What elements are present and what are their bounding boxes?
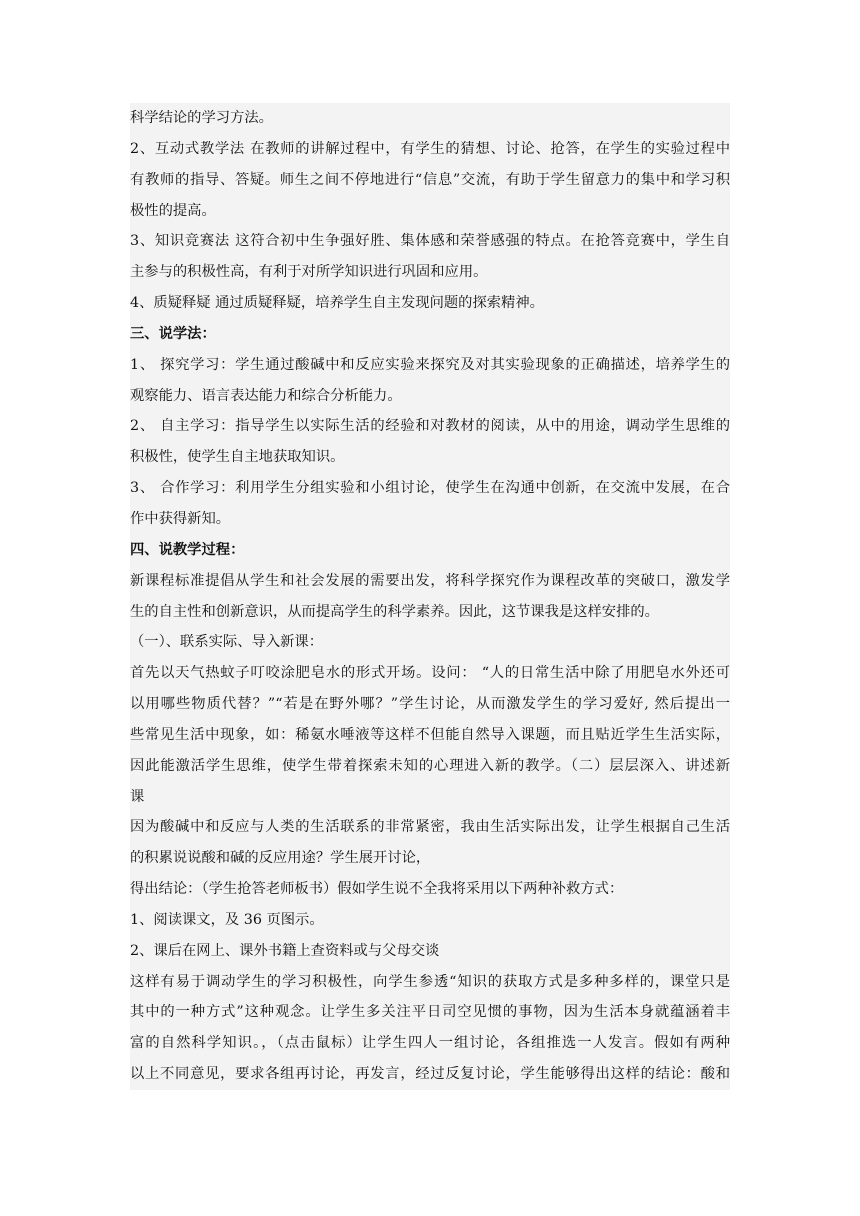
paragraph-line: 以上不同意见，要求各组再讨论，再发言，经过反复讨论，学生能够得出这样的结论：酸和 [130,1066,730,1083]
paragraph-line: 2、 自主学习：指导学生以实际生活的经验和对教材的阅读，从中的用途，调动学生思维的 [130,418,730,435]
paragraph-line: 课 [130,788,145,805]
paragraph-line: 2、互动式教学法 在教师的讲解过程中，有学生的猜想、讨论、抢答，在学生的实验过程中 [130,140,730,157]
paragraph-line: 积极性，使学生自主地获取知识。 [130,449,345,466]
paragraph-line: 富的自然科学知识。，（点击鼠标）让学生四人一组讨论，各组推选一人发言。假如有两种 [130,1035,730,1052]
paragraph-line: 以用哪些物质代替？”“若是在野外哪？”学生讨论，从而激发学生的学习爱好, 然后提出一 [130,696,730,713]
paragraph-line: 观察能力、语言表达能力和综合分析能力。 [130,387,402,404]
paragraph-line: 作中获得新知。 [130,510,231,527]
section-heading: 三、说学法： [130,325,216,342]
paragraph-line: 这样有易于调动学生的学习积极性，向学生参透“知识的获取方式是多种多样的，课堂只是 [130,973,730,990]
paragraph-line: 因为酸碱中和反应与人类的生活联系的非常紧密，我由生活实际出发，让学生根据自己生活 [130,819,730,836]
document-body [130,103,730,1090]
paragraph-line: 新课程标准提倡从学生和社会发展的需要出发，将科学探究作为课程改革的突破口，激发学 [130,572,730,589]
paragraph-line: 首先以天气热蚊子叮咬涂肥皂水的形式开场。设问： “人的日常生活中除了用肥皂水外还可 [130,665,730,682]
paragraph-line: 1、 探究学习：学生通过酸碱中和反应实验来探究及对其实验现象的正确描述，培养学生的 [130,356,730,373]
list-item: 1、阅读课文，及 36 页图示。 [130,911,324,928]
paragraph-line: 得出结论：（学生抢答老师板书）假如学生说不全我将采用以下两种补救方式： [130,881,624,898]
paragraph-line: 极性的提高。 [130,202,216,219]
paragraph-line: 有教师的指导、答疑。师生之间不停地进行“信息”交流，有助于学生留意力的集中和学习积 [130,171,730,188]
paragraph-line: 科学结论的学习方法。 [130,110,273,126]
paragraph-line: 3、 合作学习：利用学生分组实验和小组讨论，使学生在沟通中创新，在交流中发展，在合 [130,480,730,497]
paragraph-line: 3、知识竞赛法 这符合初中生争强好胜、集体感和荣誉感强的特点。在抢答竞赛中，学生自 [130,233,730,250]
list-item: 2、课后在网上、课外书籍上查资料或与父母交谈 [130,942,440,959]
paragraph-line: 其中的一种方式”这种观念。让学生多关注平日司空见惯的事物，因为生活本身就蕴涵着丰 [130,1004,730,1021]
section-heading: 四、说教学过程： [130,541,245,558]
paragraph-line: 的积累说说酸和碱的反应用途？学生展开讨论， [130,850,431,867]
paragraph-line: 主参与的积极性高，有利于对所学知识进行巩固和应用。 [130,264,488,281]
subsection-heading: （一）、联系实际、导入新课： [130,634,324,651]
paragraph-line: 4、质疑释疑 通过质疑释疑，培养学生自主发现问题的探索精神。 [130,295,544,312]
paragraph-line: 因此能激活学生思维，使学生带着探索未知的心理进入新的教学。（二）层层深入、讲述新 [130,757,730,774]
paragraph-line: 些常见生活中现象，如：稀氨水唾液等这样不但能自然导入课题，而且贴近学生生活实际， [130,726,730,743]
paragraph-line: 生的自主性和创新意识，从而提高学生的科学素养。因此，这节课我是这样安排的。 [130,603,659,620]
